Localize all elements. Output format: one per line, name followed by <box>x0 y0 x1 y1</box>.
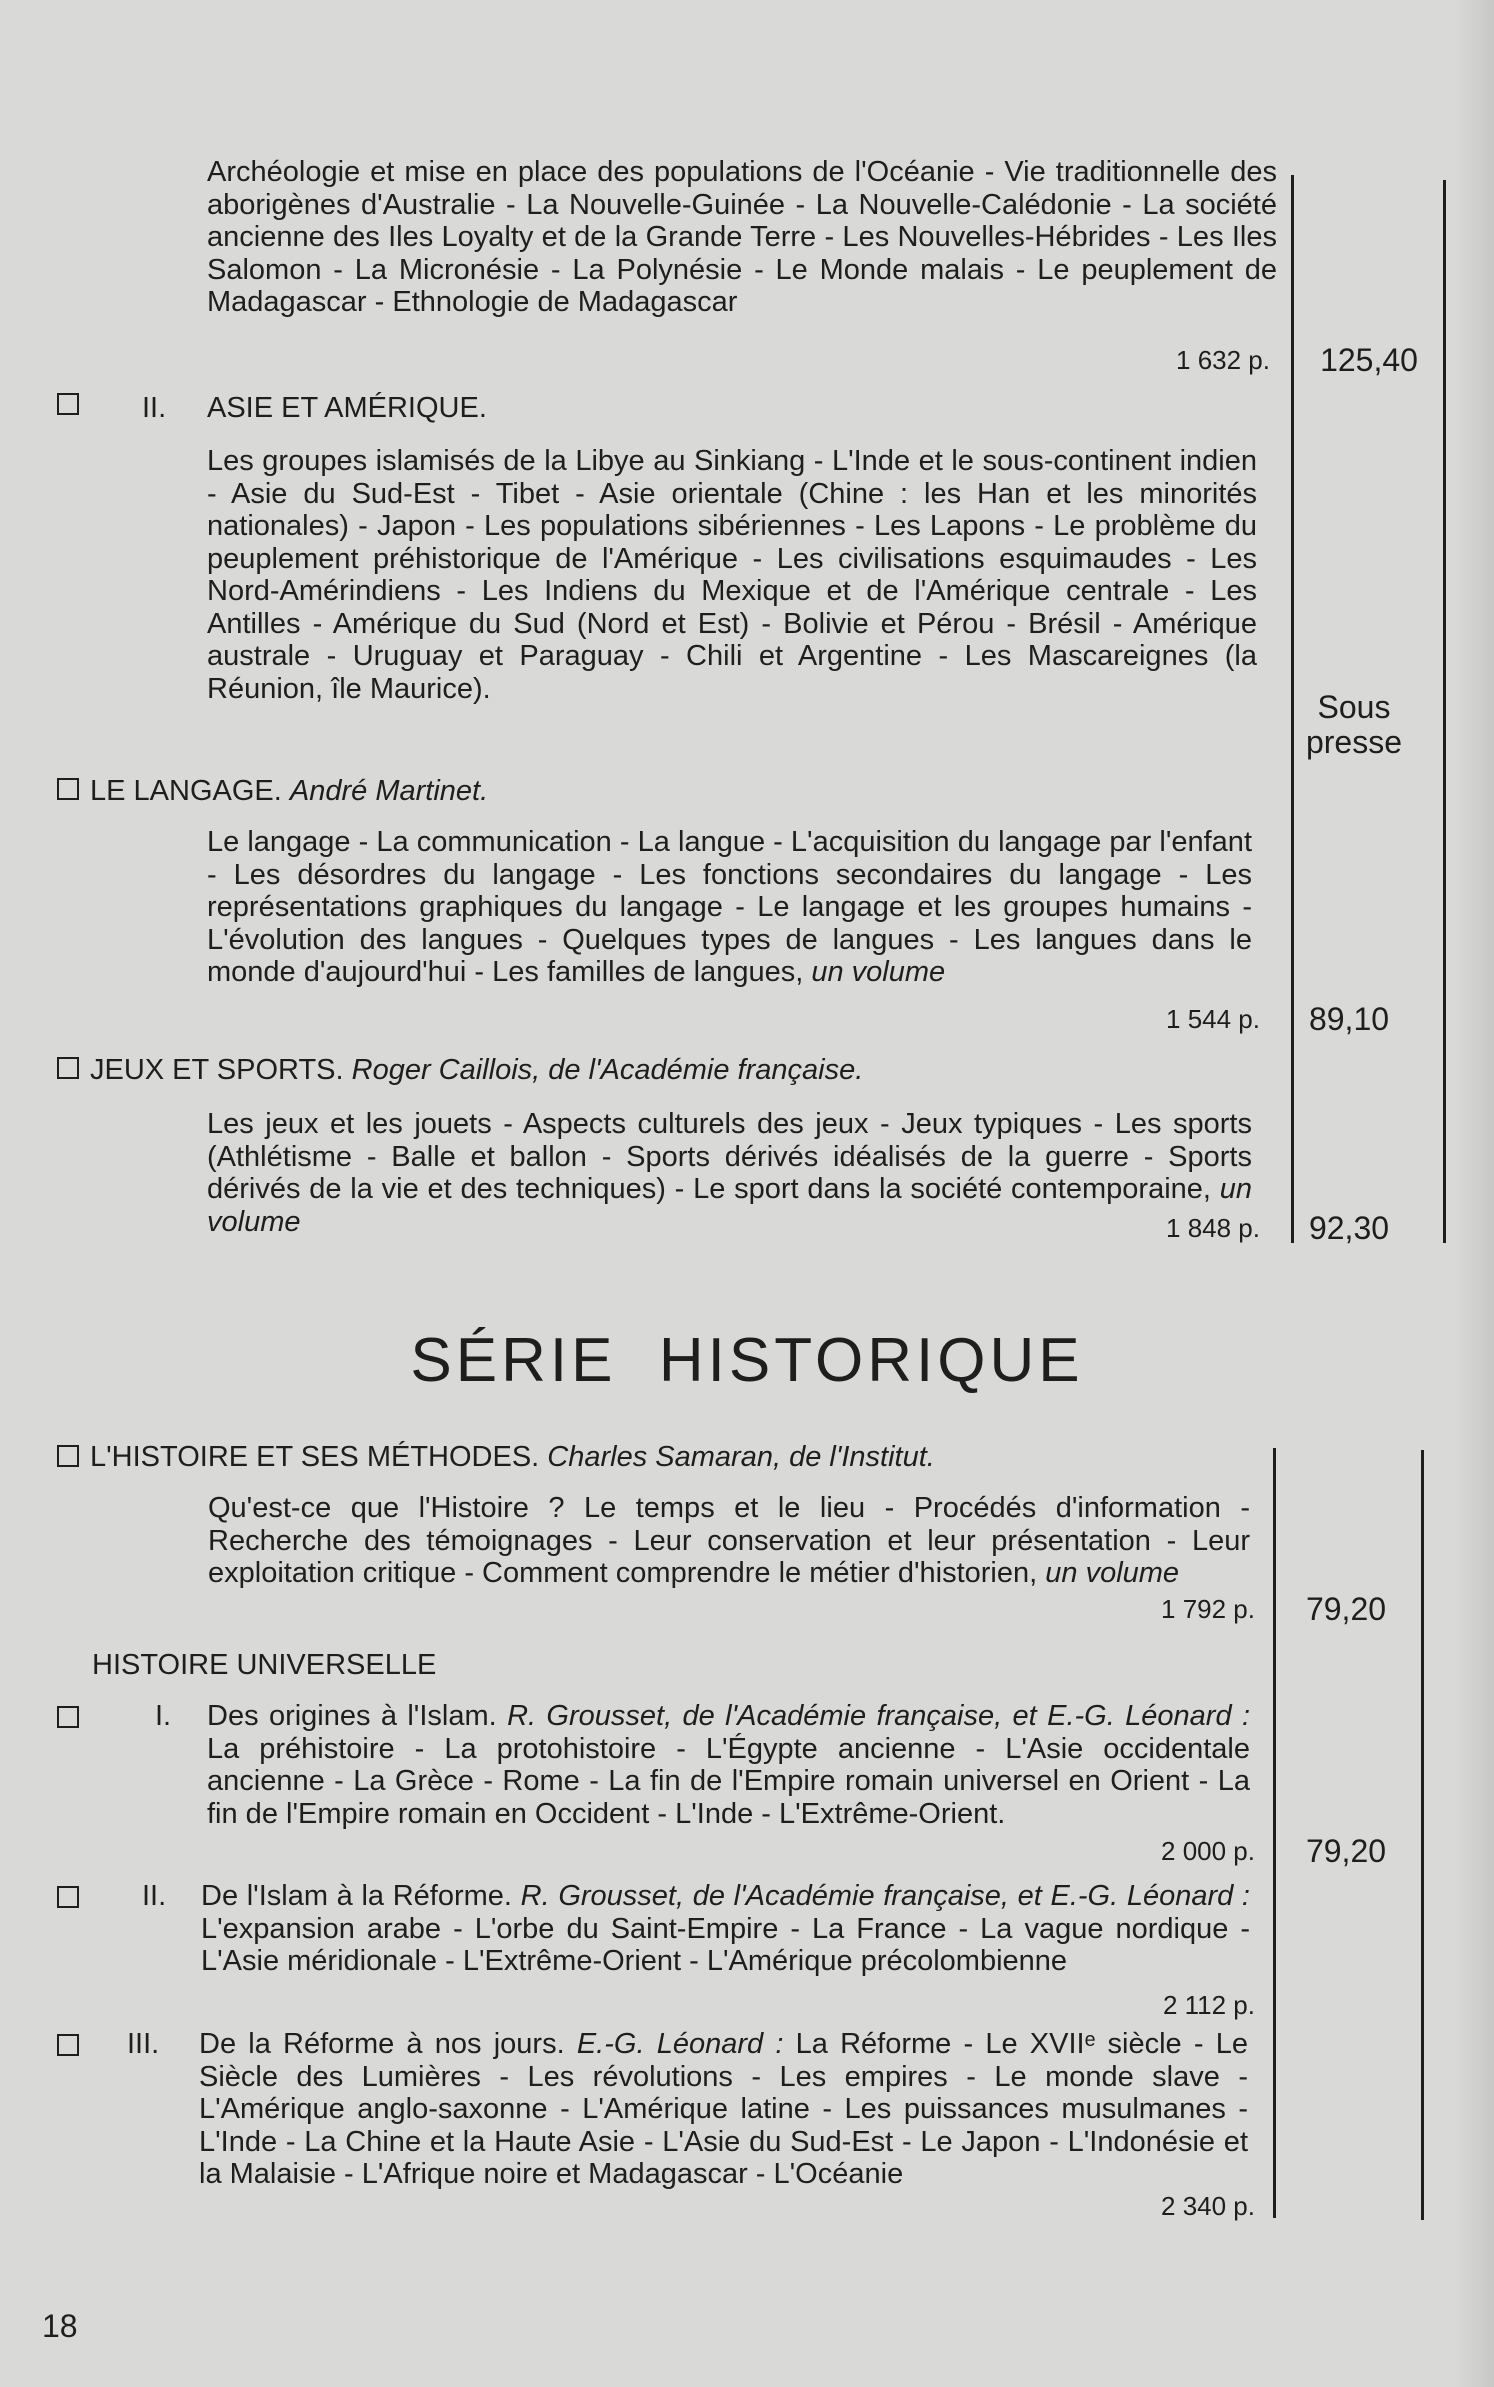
entry-description-text: Les jeux et les jouets - Aspects culturels des jeux - Jeux typiques - Les sports (Athlétisme - Balle et ballon - Sports dérivés idéalisés de la guerre - Sports dérivés de la vie et des techniques) - Le sport dans la société contemporaine, <box>207 1108 1252 1205</box>
column-rule-left-bottom <box>1273 1448 1276 2218</box>
entry-jeux-sports-price: 92,30 <box>1308 1210 1390 1246</box>
column-rule-left-top <box>1291 175 1294 1243</box>
order-checkbox[interactable] <box>57 778 79 800</box>
entry-title: JEUX ET SPORTS. <box>90 1054 344 1086</box>
histoire-vol2-pages: 2 112 p. <box>1162 1990 1255 2020</box>
volume-numeral: II. <box>142 1880 167 1912</box>
histoire-vol3-description <box>199 2028 1248 2191</box>
entry-oceanie-price: 125,40 <box>1320 342 1418 378</box>
entry-volume: un volume <box>207 1173 1252 1238</box>
entry-jeux-sports-description <box>207 1108 1252 1238</box>
entry-status-line2: presse <box>1305 724 1403 760</box>
entry-heading <box>90 775 488 808</box>
entry-title: ASIE ET AMÉRIQUE. <box>207 392 487 424</box>
entry-histoire-methodes-price: 79,20 <box>1305 1591 1387 1627</box>
entry-author: Roger Caillois, de l'Académie française. <box>351 1054 864 1086</box>
entry-author: Charles Samaran, de l'Institut. <box>547 1441 935 1473</box>
entry-langage-description <box>207 826 1252 989</box>
entry-oceanie-pages: 1 632 p. <box>1176 345 1270 375</box>
order-checkbox[interactable] <box>57 1445 79 1467</box>
entry-volume: un volume <box>811 956 946 988</box>
order-checkbox[interactable] <box>57 1706 79 1728</box>
column-rule-right-top <box>1443 180 1446 1243</box>
entry-description-text: L'expansion arabe - L'orbe du Saint-Empire - La France - La vague nordique - L'Asie méridionale - L'Extrême-Orient - L'Amérique précolombienne <box>201 1912 1250 1977</box>
page-edge-shadow <box>1454 0 1494 2387</box>
entry-asie-amerique-description: Les groupes islamisés de la Libye au Sinkiang - L'Inde et le sous-continent indien - Asie du Sud-Est - Tibet - Asie orientale (Chine : les Han et les minorités nationales) - Japon - Les populations sibériennes - Les Lapons - Le problème du peuplement préhistorique de l'Amérique - Les civilisations esquimaudes - Les Nord-Amérindiens - Les Indiens du Mexique et de l'Amérique centrale - Les Antilles - Amérique du Sud (Nord et Est) - Bolivie et Pérou - Brésil - Amérique australe - Uruguay et Paraguay - Chili et Argentine - Les Mascareignes (la Réunion, île Maurice). <box>207 445 1257 705</box>
entry-title: De l'Islam à la Réforme. <box>201 1880 512 1912</box>
entry-title: L'HISTOIRE ET SES MÉTHODES. <box>90 1441 540 1473</box>
volume-numeral: II. <box>142 392 167 424</box>
entry-jeux-sports-pages: 1 848 p. <box>1166 1213 1260 1243</box>
series-title: SÉRIE HISTORIQUE <box>410 1326 1084 1395</box>
entry-description-text: La préhistoire - La protohistoire - L'Égypte ancienne - L'Asie occidentale ancienne - La Grèce - Rome - La fin de l'Empire romain universel en Orient - La fin de l'Empire romain en Occident - L'Inde - L'Extrême-Orient. <box>207 1732 1250 1830</box>
entry-author: E.-G. Léonard : <box>576 2028 784 2060</box>
entry-histoire-methodes-description <box>208 1492 1250 1590</box>
entry-status-line1: Sous <box>1317 689 1391 725</box>
histoire-vol2-description <box>201 1880 1250 1978</box>
entry-author: André Martinet. <box>289 775 489 807</box>
histoire-vol1-description <box>207 1700 1250 1830</box>
page-number: 18 <box>42 2308 78 2344</box>
entry-histoire-methodes-pages: 1 792 p. <box>1161 1594 1255 1624</box>
entry-title: De la Réforme à nos jours. <box>199 2028 565 2060</box>
entry-title: LE LANGAGE. <box>90 775 282 807</box>
order-checkbox[interactable] <box>57 393 79 415</box>
volume-numeral: I. <box>155 1700 172 1732</box>
entry-description-text: Le langage - La communication - La langue - L'acquisition du langage par l'enfant - Les désordres du langage - Les fonctions secondaires du langage - Les représentations graphiques du langage - Le langage et les groupes humains - L'évolution des langues - Quelques types de langues - Les langues dans le monde d'aujourd'hui - Les familles de langues, <box>207 826 1252 988</box>
entry-heading <box>90 1441 935 1474</box>
order-checkbox[interactable] <box>57 2034 79 2056</box>
entry-langage-price: 89,10 <box>1308 1001 1390 1037</box>
entry-volume: un volume <box>1045 1557 1180 1589</box>
entry-author: R. Grousset, de l'Académie française, et E.-G. Léonard : <box>520 1880 1250 1912</box>
entry-oceanie-description: Archéologie et mise en place des populations de l'Océanie - Vie traditionnelle des aborigènes d'Australie - La Nouvelle-Guinée - La Nouvelle-Calédonie - La société ancienne des Iles Loyalty et de la Grande Terre - Les Nouvelles-Hébrides - Les Iles Salomon - La Micronésie - La Polynésie - Le Monde malais - Le peuplement de Madagascar - Ethnologie de Madagascar <box>207 156 1277 318</box>
histoire-vol1-pages: 2 000 p. <box>1161 1836 1255 1866</box>
entry-heading <box>90 1054 863 1087</box>
histoire-vol3-pages: 2 340 p. <box>1161 2191 1255 2221</box>
section-heading: HISTOIRE UNIVERSELLE <box>92 1649 437 1681</box>
histoire-price: 79,20 <box>1305 1833 1387 1869</box>
entry-langage-pages: 1 544 p. <box>1166 1004 1260 1034</box>
entry-description-text: Qu'est-ce que l'Histoire ? Le temps et le lieu - Procédés d'information - Recherche des témoignages - Leur conservation et leur présentation - Leur exploitation critique - Comment comprendre le métier d'historien, <box>208 1492 1250 1589</box>
entry-description-text: La Réforme - Le XVIIᵉ siècle - Le Siècle des Lumières - Les révolutions - Les empires - Le monde slave - L'Amérique anglo-saxonne - L'Amérique latine - Les puissances musulmanes - L'Inde - La Chine et la Haute Asie - L'Asie du Sud-Est - Le Japon - L'Indonésie et la Malaisie - L'Afrique noire et Madagascar - L'Océanie <box>199 2028 1248 2190</box>
volume-numeral: III. <box>127 2028 160 2060</box>
entry-title: Des origines à l'Islam. <box>207 1700 497 1732</box>
column-rule-right-bottom <box>1421 1450 1424 2220</box>
entry-author: R. Grousset, de l'Académie française, et E.-G. Léonard : <box>507 1700 1250 1732</box>
order-checkbox[interactable] <box>57 1886 79 1908</box>
order-checkbox[interactable] <box>57 1057 79 1079</box>
